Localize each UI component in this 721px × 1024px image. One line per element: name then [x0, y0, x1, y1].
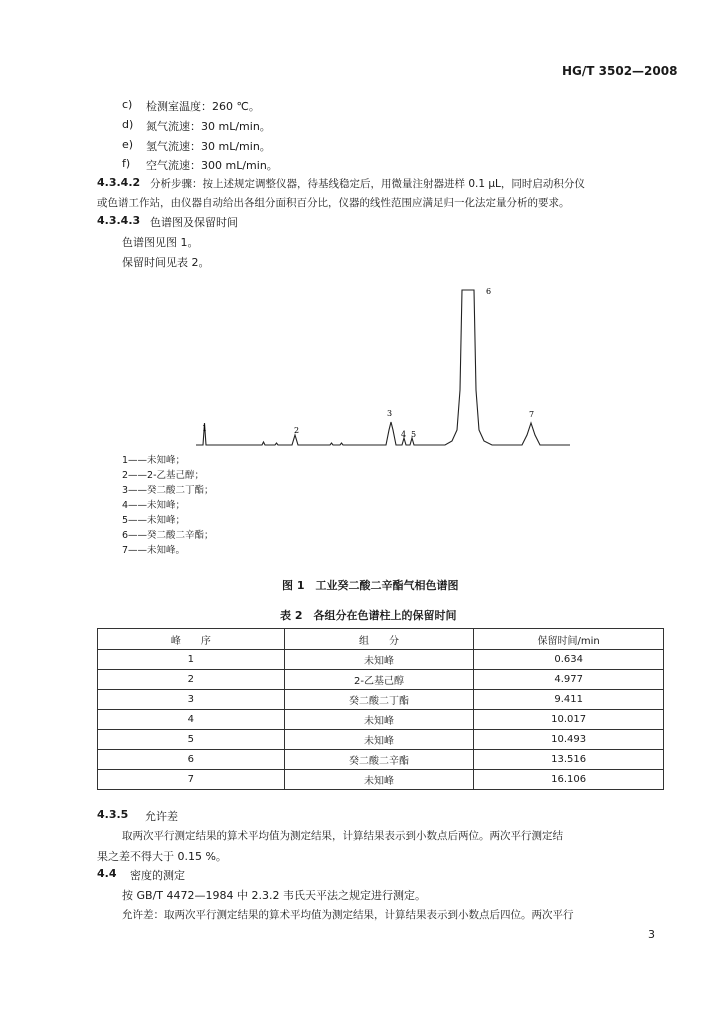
- table-row: [98, 710, 664, 730]
- peak-label-1: 1: [202, 424, 208, 433]
- header-retention-time: 保留时间/min: [474, 629, 664, 650]
- condition-label-c: c): [122, 98, 133, 111]
- cell-component: 2-乙基己醇: [284, 670, 474, 690]
- cell-retention: 13.516: [474, 750, 664, 770]
- table-reference-line: 保留时间见表 2。: [122, 256, 210, 269]
- section-44-line1: 按 GB/T 4472—1984 中 2.3.2 韦氏天平法之规定进行测定。: [122, 889, 426, 902]
- condition-text-e: 氢气流速：30 mL/min。: [146, 140, 271, 153]
- standard-code: HG/T 3502—2008: [562, 64, 678, 78]
- legend-item: 7——未知峰。: [122, 545, 186, 556]
- cell-peak: 7: [98, 770, 285, 790]
- legend-item: 6——癸二酸二辛酯；: [122, 530, 214, 541]
- table-row: [98, 770, 664, 790]
- cell-retention: 16.106: [474, 770, 664, 790]
- condition-label-d: d): [122, 118, 134, 131]
- cell-peak: 3: [98, 690, 285, 710]
- table-row: [98, 730, 664, 750]
- cell-peak: 6: [98, 750, 285, 770]
- section-title-44: 密度的测定: [130, 869, 185, 882]
- section-number-44: 4.4: [97, 867, 117, 880]
- legend-item: 1——未知峰；: [122, 455, 186, 466]
- section-number-4343: 4.3.4.3: [97, 214, 141, 227]
- header-peak-order: 峰 序: [98, 629, 285, 650]
- cell-component: 癸二酸二辛酯: [284, 750, 474, 770]
- peak-label-7: 7: [529, 410, 535, 419]
- table-row: [98, 650, 664, 670]
- section-435-line2: 果之差不得大于 0.15 %。: [97, 850, 227, 863]
- legend-item: 2——2-乙基己醇；: [122, 470, 205, 481]
- condition-label-f: f): [122, 157, 131, 170]
- step-4342-line2: 或色谱工作站，由仪器自动给出各组分面积百分比，仪器的线性范围应满足归一化法定量分析的要求。: [97, 197, 570, 209]
- cell-component: 未知峰: [284, 770, 474, 790]
- cell-peak: 2: [98, 670, 285, 690]
- table-header-row: [98, 629, 664, 650]
- peak-label-4: 4: [401, 430, 407, 439]
- section-title-435: 允许差: [145, 810, 178, 823]
- cell-retention: 10.493: [474, 730, 664, 750]
- chromatogram: [0, 270, 721, 455]
- table-row: [98, 690, 664, 710]
- page-number: 3: [648, 928, 655, 941]
- step-4342-line1: 分析步骤：按上述规定调整仪器，待基线稳定后，用微量注射器进样 0.1 μL，同时启动积分仪: [150, 178, 585, 190]
- cell-retention: 10.017: [474, 710, 664, 730]
- table-caption: 表 2 各组分在色谱柱上的保留时间: [280, 609, 457, 622]
- cell-peak: 1: [98, 650, 285, 670]
- cell-peak: 4: [98, 710, 285, 730]
- cell-retention: 4.977: [474, 670, 664, 690]
- figure-legend: [122, 453, 214, 558]
- peak-label-5: 5: [411, 430, 417, 439]
- peak-label-6: 6: [486, 287, 492, 296]
- section-number-4342: 4.3.4.2: [97, 176, 141, 189]
- figure-caption: 图 1 工业癸二酸二辛酯气相色谱图: [282, 579, 459, 592]
- condition-text-d: 氮气流速：30 mL/min。: [146, 120, 271, 133]
- chromatogram-trace: [196, 290, 570, 445]
- cell-component: 未知峰: [284, 650, 474, 670]
- retention-time-table: [97, 628, 664, 790]
- cell-component: 癸二酸二丁酯: [284, 690, 474, 710]
- cell-component: 未知峰: [284, 710, 474, 730]
- legend-item: 3——癸二酸二丁酯；: [122, 485, 214, 496]
- peak-label-3: 3: [387, 409, 393, 418]
- table-row: [98, 670, 664, 690]
- cell-retention: 0.634: [474, 650, 664, 670]
- peak-label-2: 2: [294, 426, 300, 435]
- header-component: 组 分: [284, 629, 474, 650]
- cell-component: 未知峰: [284, 730, 474, 750]
- section-44-line2: 允许差：取两次平行测定结果的算术平均值为测定结果，计算结果表示到小数点后四位。两次平行: [122, 909, 574, 921]
- condition-label-e: e): [122, 138, 134, 151]
- section-number-435: 4.3.5: [97, 808, 129, 821]
- section-435-line1: 取两次平行测定结果的算术平均值为测定结果，计算结果表示到小数点后两位。两次平行测定结: [122, 830, 563, 842]
- section-title-4343: 色谱图及保留时间: [150, 216, 238, 229]
- legend-item: 4——未知峰；: [122, 500, 186, 511]
- condition-text-f: 空气流速：300 mL/min。: [146, 159, 278, 172]
- condition-text-c: 检测室温度：260 ℃。: [146, 100, 260, 113]
- cell-retention: 9.411: [474, 690, 664, 710]
- table-row: [98, 750, 664, 770]
- cell-peak: 5: [98, 730, 285, 750]
- figure-reference-line: 色谱图见图 1。: [122, 236, 199, 249]
- legend-item: 5——未知峰；: [122, 515, 186, 526]
